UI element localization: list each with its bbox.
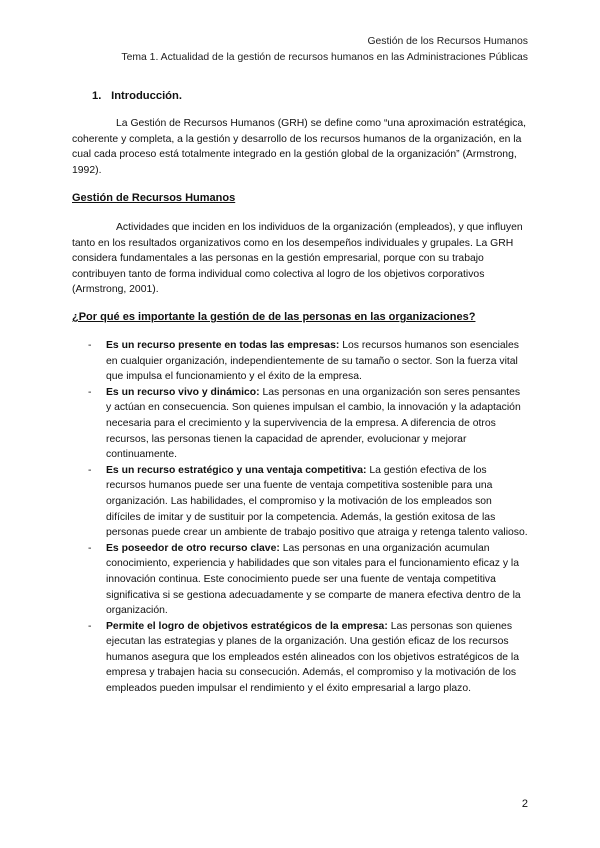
list-item — [72, 541, 528, 619]
bullet-text: Las personas en una organización son seres pensantes y actúan en consecuencia. Son quienes impulsan el cambio, la innovación y la adaptación necesaria para el crecimiento y la supervivencia de la empresa. A diferencia de otros recursos, las personas tienen la capacidad de aprender, evolucionar y mejorar continuamente. — [106, 386, 521, 461]
grh-paragraph — [72, 220, 528, 298]
list-item — [72, 619, 528, 697]
page-number: 2 — [521, 798, 528, 810]
header-topic-title: Tema 1. Actualidad de la gestión de recursos humanos en las Administraciones Públicas — [121, 52, 528, 63]
bullet-title: Es un recurso presente en todas las empresas: — [106, 340, 340, 351]
list-item — [72, 338, 528, 385]
section-heading — [92, 90, 182, 102]
bullet-title: Es un recurso vivo y dinámico: — [106, 386, 260, 398]
bullet-text: La gestión efectiva de los recursos humanos puede ser una fuente de ventaja competitiva sostenible para una organización. Las habilidades, el compromiso y la motivación de los empleados son difíciles de imitar y de sustituir por la competencia. Además, la gestión exitosa de las personas puede crear un ambiente de trabajo positivo que atraiga y retenga talento valioso. — [106, 464, 528, 539]
bullet-title: Es poseedor de otro recurso clave: — [106, 542, 280, 554]
bullet-title: Permite el logro de objetivos estratégicos de la empresa: — [106, 620, 388, 632]
bullet-text: Las personas son quienes ejecutan las estrategias y planes de la organización. Una gestión eficaz de los recursos humanos asegura que los empleados estén alineados con los objetivos estratégicos de la empresa y trabajen hacia su consecución. Además, el compromiso y la motivación de los empleados pueden impulsar el rendimiento y el éxito empresarial a largo plazo. — [106, 620, 520, 695]
bullet-dash: - — [88, 386, 92, 398]
grh-heading: Gestión de Recursos Humanos — [72, 192, 236, 204]
grh-paragraph-text: Actividades que inciden en los individuos de la organización (empleados), y que influyen tanto en los resultados organizativos como en los desempeños individuales y grupales. La GRH considera fundamentales a las personas en la gestión empresarial, porque con su trabajo contribuyen tanto de forma individual como colectiva al logro de los objetivos corporativos (Armstrong, 2001). — [72, 222, 523, 296]
intro-paragraph-text: La Gestión de Recursos Humanos (GRH) se define como “una aproximación estratégica, coherente y completa, a la gestión y desarrollo de los recursos humanos de la organización, en la cual cada proceso está totalmente integrado en la gestión global de la organización” (Armstrong, 1992). — [72, 118, 527, 176]
bullet-text: Los recursos humanos son esenciales en cualquier organización, independientemente de su tamaño o sector. Son la fuerza vital que impulsa el funcionamiento y el éxito de la empresa. — [106, 340, 519, 383]
bullet-dash: - — [88, 464, 92, 476]
why-bullet-list — [72, 338, 528, 697]
page-header — [121, 34, 528, 66]
list-item — [72, 385, 528, 463]
section-number: 1. — [92, 90, 102, 102]
intro-paragraph — [72, 116, 528, 178]
bullet-dash: - — [88, 542, 92, 554]
section-title: Introducción. — [111, 90, 182, 102]
header-course-title: Gestión de los Recursos Humanos — [367, 36, 528, 47]
bullet-text: Las personas en una organización acumulan conocimiento, experiencia y habilidades que son vitales para el funcionamiento eficaz y la innovación continua. Este conocimiento puede ser una fuente de ventaja competitiva significativa si se gestiona adecuadamente y se comparte de manera efectiva dentro de la organización. — [106, 542, 521, 617]
why-heading: ¿Por qué es importante la gestión de de las personas en las organizaciones? — [72, 311, 476, 323]
bullet-title: Es un recurso estratégico y una ventaja competitiva: — [106, 464, 367, 476]
bullet-dash: - — [88, 340, 92, 351]
list-item — [72, 463, 528, 541]
bullet-dash: - — [88, 620, 92, 632]
